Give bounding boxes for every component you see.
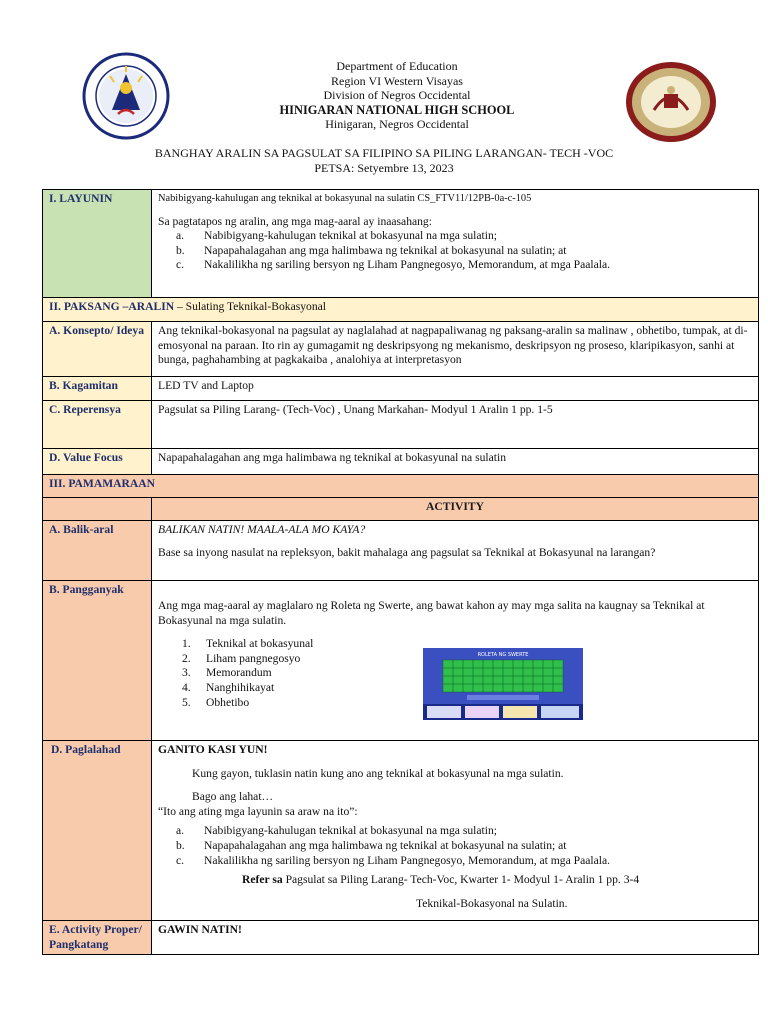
value-focus-text: Napapahalagahan ang mga halimbawa ng teknikal at bokasyunal na sulatin: [152, 449, 759, 475]
roleta-game-image: [423, 648, 583, 720]
list-item: c. Nakalilikha ng sariling bersyon ng Liham Pangnegosyo, Memorandum, at mga Paalala.: [176, 853, 611, 867]
row-reperensya: [43, 401, 759, 449]
balik-aral-text: Base sa inyong nasulat na repleksyon, bakit mahalaga ang pagsulat sa Teknikal at Bokasyunal na larangan?: [158, 545, 656, 559]
label-konsepto: A. Konsepto/ Ideya: [43, 322, 152, 377]
label-layunin: I. LAYUNIN: [43, 190, 152, 298]
activity-heading: ACTIVITY: [152, 498, 759, 521]
list-item: b. Napapahalagahan ang mga halimbawa ng teknikal at bokasyunal na sulatin; at: [176, 243, 567, 257]
header-region: Region VI Western Visayas: [331, 73, 463, 88]
label-activity-proper: E. Activity Proper/ Pangkatang: [43, 921, 152, 955]
list-item: 4. Nanghihikayat: [182, 680, 275, 694]
layunin-list: [158, 229, 752, 273]
list-item: c. Nakalilikha ng sariling bersyon ng Liham Pangnegosyo, Memorandum, at mga Paalala.: [176, 258, 611, 272]
list-item: a. Nabibigyang-kahulugan teknikal at bokasyunal na mga sulatin;: [176, 229, 497, 243]
row-pangganyak: [43, 581, 759, 741]
row-paksang: [43, 298, 759, 322]
cell-paksang: [43, 298, 759, 322]
refer-text: Pagsulat sa Piling Larang- Tech-Voc, Kwarter 1- Modyul 1- Aralin 1 pp. 3-4: [282, 873, 640, 887]
layunin-code: Nabibigyang-kahulugan ang teknikal at bokasyunal na sulatin CS_FTV11/12PB-0a-c-105: [158, 193, 532, 204]
document-title: [60, 146, 708, 176]
label-value-focus: D. Value Focus: [43, 449, 152, 475]
paglalahad-line2: Bago ang lahat…: [192, 790, 274, 804]
list-item: 3. Memorandum: [182, 666, 272, 680]
row-value-focus: [43, 449, 759, 475]
balik-aral-heading: BALIKAN NATIN! MAALA-ALA MO KAYA?: [158, 523, 366, 536]
pangganyak-text: Ang mga mag-aaral ay maglalaro ng Roleta ng Swerte, ang bawat kahon ay may mga salita na kaugnay sa Teknikal at Bokasyunal na mga sulatin.: [158, 599, 705, 627]
cell-paglalahad: [152, 741, 759, 921]
layunin-intro: Sa pagtatapos ng aralin, ang mga mag-aaral ay inaasahang:: [158, 214, 432, 228]
kagamitan-text: LED TV and Laptop: [152, 377, 759, 401]
header-address: Hinigaran, Negros Occidental: [325, 117, 469, 132]
cell-layunin: [152, 190, 759, 298]
row-activity: [43, 498, 759, 521]
label-reperensya: C. Reperensya: [43, 401, 152, 449]
label-kagamitan: B. Kagamitan: [43, 377, 152, 401]
konsepto-text: Ang teknikal-bokasyonal na pagsulat ay naglalahad at nagpapaliwanag ng paksang-aralin sa malinaw , obhetibo, tumpak, at di-emosyonal na paraan. Ito rin ay gumagamit ng deskripsyong ng mekanismo, deskripsyon ng proseso, klaripikasyon, sanhi at bunga, paghahambing at pagkakaiba , analohiya at interpretasyon: [152, 322, 759, 377]
title-main: BANGHAY ARALIN SA PAGSULAT SA FILIPINO SA PILING LARANGAN- TECH -VOC: [154, 146, 614, 160]
row-balik-aral: [43, 521, 759, 581]
paglalahad-line3: “Ito ang ating mga layunin sa araw na ito”:: [158, 804, 358, 818]
reperensya-text: Pagsulat sa Piling Larang- (Tech-Voc) , Unang Markahan- Modyul 1 Aralin 1 pp. 1-5: [152, 401, 759, 449]
list-item: b. Napapahalagahan ang mga halimbawa ng teknikal at bokasyunal na sulatin; at: [176, 838, 567, 852]
list-item: 1. Teknikal at bokasyunal: [182, 637, 314, 651]
label-paksang: II. PAKSANG –ARALIN: [49, 300, 175, 313]
list-item: a. Nabibigyang-kahulugan teknikal at bokasyunal na mga sulatin;: [176, 824, 497, 838]
row-paglalahad: [43, 741, 759, 921]
paglalahad-heading: GANITO KASI YUN!: [158, 743, 268, 756]
list-item: 5. Obhetibo: [182, 695, 250, 709]
cell-balik-aral: [152, 521, 759, 581]
paglalahad-list: [158, 824, 752, 868]
label-balik-aral: A. Balik-aral: [43, 521, 152, 581]
paglalahad-line1: Kung gayon, tuklasin natin kung ano ang teknikal at bokasyunal na mga sulatin.: [192, 766, 564, 780]
activity-spacer: [43, 498, 152, 521]
paksang-value: – Sulating Teknikal-Bokasyonal: [174, 300, 327, 313]
school-seal-right: [624, 60, 718, 144]
activity-proper-text: GAWIN NATIN!: [152, 921, 759, 955]
paglalahad-refer-line2: Teknikal-Bokasyonal na Sulatin.: [416, 896, 568, 910]
list-item: 2. Liham pangnegosyo: [182, 651, 301, 665]
row-pamamaraan: [43, 475, 759, 498]
lesson-plan-table: [42, 189, 759, 955]
game-title: ROLETA NG SWERTE: [477, 652, 529, 658]
header-division: Division of Negros Occidental: [323, 88, 471, 103]
title-date: PETSA: Setyembre 13, 2023: [314, 161, 454, 175]
label-pangganyak: B. Pangganyak: [43, 581, 152, 741]
header-department: Department of Education: [336, 59, 458, 73]
header-block: [170, 59, 624, 132]
deped-seal-left: [82, 52, 170, 140]
label-pamamaraan: III. PAMAMARAAN: [43, 475, 759, 498]
row-layunin: [43, 190, 759, 298]
label-paglalahad: D. Paglalahad: [43, 741, 152, 921]
row-activity-proper: [43, 921, 759, 955]
row-konsepto: [43, 322, 759, 377]
header-school: HINIGARAN NATIONAL HIGH SCHOOL: [279, 102, 515, 117]
row-kagamitan: [43, 377, 759, 401]
refer-label: Refer sa: [242, 873, 283, 887]
paglalahad-refer: [158, 873, 752, 888]
